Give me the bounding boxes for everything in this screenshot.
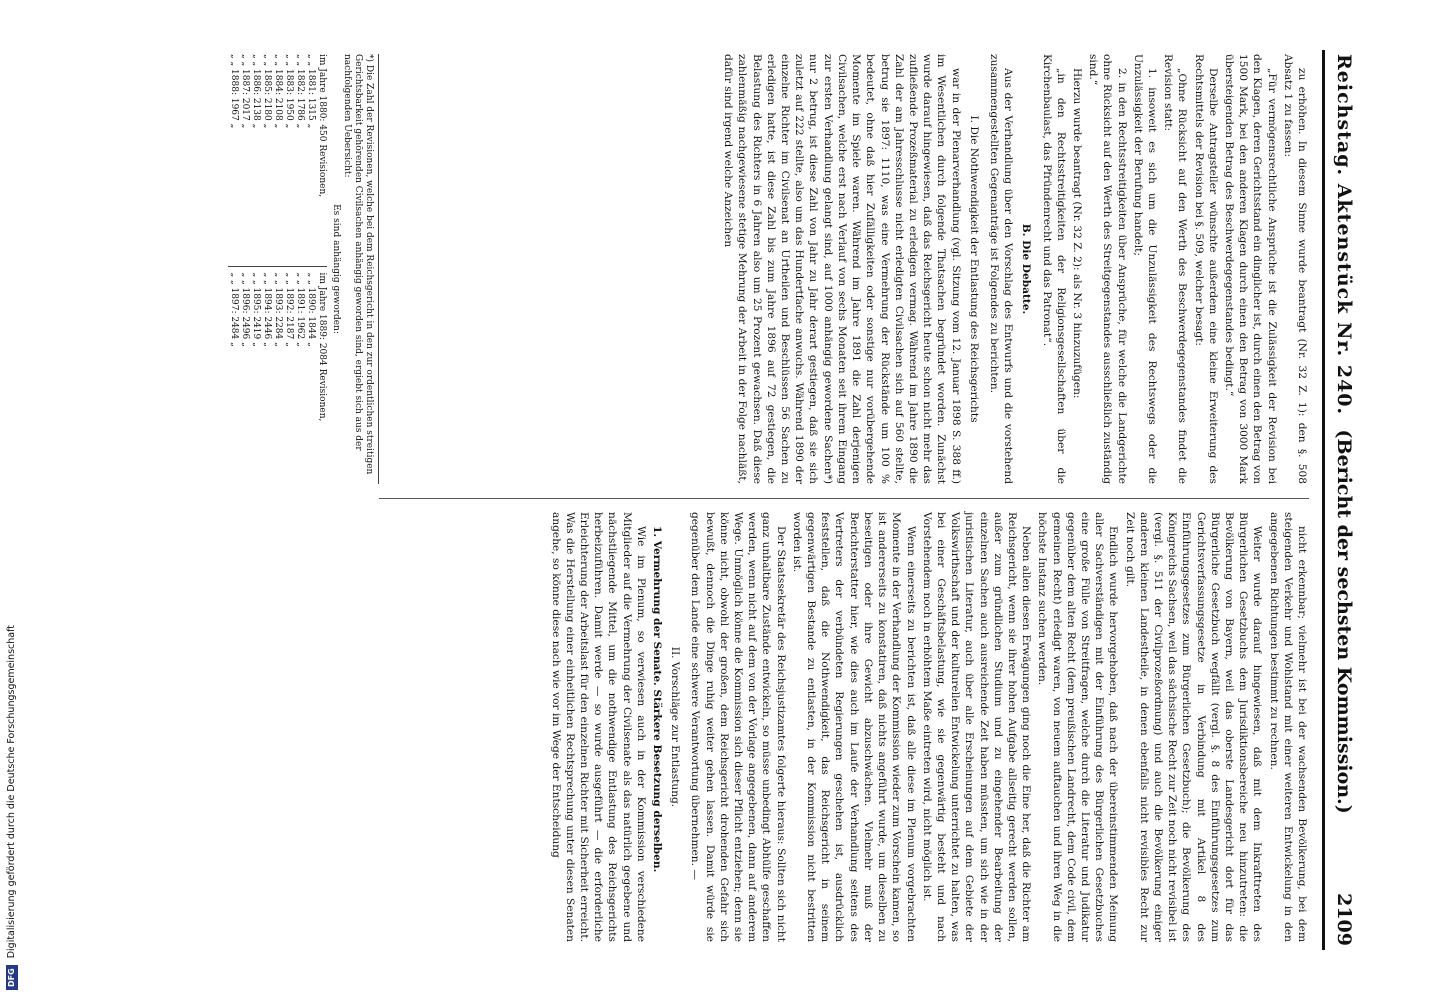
dfg-logo: DFG bbox=[6, 965, 18, 990]
paragraph: 1. insoweit es sich um die Unzulässigkeit des Rechtswegs oder die Unzulässigkeit der Berufung handelt; bbox=[1131, 54, 1158, 484]
stat-row: „ „ 1896: 2496 „ bbox=[240, 272, 250, 347]
footnote bbox=[228, 54, 379, 484]
digitization-sidebar bbox=[0, 0, 24, 1000]
stat-row: „ „ 1892: 2187 „ bbox=[284, 272, 294, 347]
stat-row: „ „ 1887: 2017 „ bbox=[240, 54, 250, 129]
paragraph: Wie im Plenum, so verwiesen auch in der Kommission verschiedene Mitglieder auf die Vermehrung der Civilsenate als das natürlich gegebene und nächstliegende Mittel, um die nothwendige Entlastung des Reichsgerichts herbeizuführen. Damit werde — so wurde ausgeführt — die erforderliche Erleichterung der Arbeitslast für den einzelnen Richter mit Sicherheit erreicht. Was die Herstellung einer einheitlichen Rechtsprechung unter diesen Senaten angehe, so könne diese nach wie vor im Wege der Entscheidung bbox=[549, 512, 647, 942]
stat-row: „ „ 1891: 1962 „ bbox=[295, 272, 305, 347]
paragraph: 2. in den Rechtsstreitigkeiten über Ansprüche, für welche die Landgerichte ohne Rücksicht auf den Werth des Streitgegenstandes ausschließlich zuständig sind.“ bbox=[1087, 54, 1128, 484]
stat-row: „ „ 1894: 2446 „ bbox=[262, 272, 272, 347]
revision-statistics bbox=[228, 54, 327, 484]
paragraph: Derselbe Antragsteller wünschte außerdem eine kleine Erweiterung des Rechtsmittels der Revision bei §. 509, welcher besagt: bbox=[1192, 54, 1219, 484]
paragraph: war in der Plenarverhandlung (vgl. Sitzung vom 12. Januar 1898 S. 388 ff.) im Wesentlichen durch folgende Thatsachen begründet worden. Zunächst wurde darauf hingewiesen, daß das Reichsgericht heute schon nicht mehr das zufließende Prozeßmaterial zu erledigen vermag. Während im Jahre 1890 die Zahl der am Jahresschlusse nicht erledigten Civilsachen sich auf 560 stellte, betrug sie 1897: 1110, was eine Vermehrung der Rückstände um 100 % bedeutet, ohne daß hier Zufälligkeiten oder sonstige nur vorübergehende Momente im Spiele waren. Während im Jahre 1891 die Zahl derjenigen Civilsachen, welche erst nach Verlauf von sechs Monaten seit ihrem Eingang zur ersten Verhandlung gelangt sind, auf 1000 anhängig gewordene Sachen*) nur 2 betrug, ist diese Zahl von Jahr zu Jahr derart gestiegen, daß sie sich zuletzt auf 222 stellte, also um das Hundertfache anwuchs. Während 1890 der einzelne Richter im Civilsenat an Urtheilen und Beschlüssen 56 Sachen zu erledigen hatte, ist diese Zahl bis zum Jahre 1896 auf 72 gestiegen, die Belastung des Richters in 6 Jahren also um 25 Prozent gewachsen. Daß diese zahlenmäßig nachgewiesene stetige Mehrung der Arbeit in der Folge nachläßt, dafür sind irgend welche Anzeichen bbox=[722, 54, 962, 484]
header-title: Reichstag. Aktenstück Nr. 240. bbox=[1333, 54, 1355, 416]
stat-row: „ „ 1888: 1967 „ bbox=[229, 54, 239, 129]
paragraph: nicht erkennbar; vielmehr ist bei der wachsenden Bevölkerung, bei dem steigenden Verkehr und Wohlstand mit einer weiteren Entwickelung in den angegebenen Richtungen bestimmt zu rechnen. bbox=[1267, 512, 1308, 942]
paragraph: Neben allen diesen Erwägungen ging noch die Eine her, daß die Richter am Reichsgericht, wenn sie ihrer hohen Aufgabe allseitig gerecht werden sollen, außer zum gründlichen Studium und zu eingehender Bearbeitung der einzelnen Sachen auch ausreichende Zeit haben müssten, um sich wie in der juristischen Literatur, auch über alle Erscheinungen auf dem Gebiete der Volkswirthschaft und der kulturellen Entwickelung unterrichtet zu halten, was bei einer Geschäftsbelastung, wie sie gegenwärtig besteht und nach Vorstehendem noch in erhöhtem Maße eintreten wird, nicht möglich ist. bbox=[920, 512, 1033, 942]
document-page bbox=[67, 50, 1367, 950]
stat-row: „ „ 1890: 1844 „ bbox=[306, 272, 316, 347]
paragraph: „Für vermögensrechtliche Ansprüche ist die Zulässigkeit der Revision bei den Klagen, deren Gerichtsstand ein dinglicher ist, durch einen den Betrag von 1500 Mark, bei den anderen Klagen durch einen den Betrag von 3000 Mark übersteigenden Betrag des Beschwerdegegenstandes bedingt.“ bbox=[1222, 54, 1278, 484]
paragraph: zu erhöhen. In diesem Sinne wurde beantragt (Nr. 32 Z. 1): den §. 508 Absatz 1 zu fassen: bbox=[1281, 54, 1308, 484]
left-column bbox=[719, 54, 1309, 484]
paragraph: Der Staatssekretär des Reichsjustizamtes folgerte hieraus: Sollten sich nicht ganz unhaltbare Zustände entwickeln, so müsse unbedingt Abhülfe geschaffen werden, wenn nicht auf dem von der Vorlage angegebenen, dann auf anderem Wege. Unmöglich könne die Kommission sich dieser Pflicht entziehen; denn sie könne nicht, obwohl der großen, dem Reichsgericht drohenden Gefahr sich bewußt, dennoch die Dinge ruhig weiter gehen lassen. Damit würde sie gegenüber dem Lande eine schwere Verantwortung übernehmen. — bbox=[689, 512, 787, 942]
section-heading-2: II. Vorschläge zur Entlastung. bbox=[669, 646, 682, 808]
stat-row: „ „ 1895: 2419 „ bbox=[251, 272, 261, 347]
stat-row: „ „ 1885: 2180 „ bbox=[262, 54, 272, 129]
stat-row: „ „ 1882: 1786 „ bbox=[295, 54, 305, 129]
paragraph: Weiter wurde darauf hingewiesen, daß mit dem Inkrafttreten des Bürgerlichen Gesetzbuchs dem Jurisdiktionsbereiche neu hinzutreten: die Bevölkerung von Bayern, weil das oberste Landesgericht dort für das Bürgerliche Gesetzbuch wegfällt (vergl. §. 8 des Einführungsgesetzes zum Gerichtsverfassungsgesetze in Verbindung mit Artikel 8 des Einführungsgesetzes zum Bürgerlichen Gesetzbuch); die Bevölkerung des Königreichs Sachsen, weil das sächsische Recht zur Zeit noch nicht revisibel ist (vergl. §. 511 der Civilprozeßordnung) und auch die Bevölkerung einiger anderen kleinen Landestheile, in denen ebenfalls nicht revisibles Recht zur Zeit noch gilt. bbox=[1123, 512, 1264, 942]
header-right bbox=[1333, 430, 1355, 946]
subsection-heading: 1. Vermehrung der Senate. Stärkere Besetzung derselben. bbox=[651, 526, 664, 873]
paragraph: „Ohne Rücksicht auf den Werth des Beschwerdegegenstandes findet die Revision statt: bbox=[1162, 54, 1189, 484]
dfg-credit: Digitalisierung gefördert durch die Deutsche Forschungsgemeinschaft bbox=[6, 624, 17, 959]
footnote-intro: Es sind anhängig geworden: bbox=[331, 204, 341, 334]
statistics-right bbox=[228, 266, 327, 485]
paragraph: Hierzu wurde beantragt (Nr. 32 Z. 2): als Nr. 3 hinzuzufügen: bbox=[1070, 68, 1083, 399]
paragraph: „in den Rechtsstreitigkeiten der Religionsgesellschaften über die Kirchenbaulast, das Pfründenrecht und das Patronat“. bbox=[1040, 54, 1067, 484]
stat-row: „ „ 1883: 1950 „ bbox=[284, 54, 294, 129]
column-divider bbox=[379, 498, 1309, 499]
stat-row: „ „ 1881: 1315 „ bbox=[306, 54, 316, 129]
right-column bbox=[546, 512, 1309, 942]
statistics-left bbox=[228, 54, 327, 266]
stat-row: „ „ 1893: 2284 „ bbox=[273, 272, 283, 347]
footnote-text: *) Die Zahl der Revisionen, welche bei dem Reichsgericht in den zur ordentlichen streitigen Gerichtsbarkeit gehörenden Civilsachen anhängig geworden sind, ergiebt sich aus der nachfolgenden Uebersicht: bbox=[342, 54, 374, 475]
stat-row: „ „ 1897: 2484 „ bbox=[229, 272, 239, 347]
running-header bbox=[1322, 50, 1367, 950]
paragraph: Aus der Verhandlung über den Vorschlag des Entwurfs und die vorstehend zusammengestellten Gegenanträge ist Folgendes zu berichten. bbox=[987, 54, 1015, 484]
sidebar-text bbox=[0, 10, 24, 990]
paragraph: Wenn einerseits zu berichten ist, daß alle diese im Plenum vorgebrachten Momente in der Verhandlung der Kommission wieder zum Vorschein kamen, so ist andererseits zu konstatiren, daß nichts angeführt wurde, um dieselben zu beseitigen oder ihre Gewicht abzuschwächen. Vielmehr muß der Berichterstatter hier, wie dies auch im Laufe der Verhandlung seitens des Vertreters der verbündeten Regierungen geschehen ist, ausdrücklich feststellen, daß die Nothwendigkeit, das Reichsgericht in seinem gegenwärtigen Bestande zu entlasten, in der Kommission nicht bestritten worden ist. bbox=[790, 512, 917, 942]
page-number: 2109 bbox=[1333, 893, 1355, 946]
header-commission: (Bericht der sechsten Kommission.) bbox=[1333, 429, 1355, 814]
section-heading-1: I. Die Nothwendigkeit der Entlastung des Reichsgerichts bbox=[967, 115, 980, 423]
paragraph: Endlich wurde hervorgehoben, daß nach der übereinstimmenden Meinung aller Sachverständigen mit der Einführung des Bürgerlichen Gesetzbuches eine große Fülle von Streitfragen, welche durch die Literatur und Judikatur gegenüber dem alten Recht (dem preußischen Landrecht, dem Code civil, dem gemeinen Recht) erledigt waren, von neuem auftauchen und ihren Weg in die höchste Instanz suchen werden. bbox=[1036, 512, 1120, 942]
stat-row: im Jahre 1880: 450 Revisionen, bbox=[317, 54, 327, 198]
stat-row: „ „ 1886: 2138 „ bbox=[251, 54, 261, 129]
stat-row: im Jahre 1889: 2084 Revisionen, bbox=[317, 272, 327, 422]
stat-row: „ „ 1884: 2108 „ bbox=[273, 54, 283, 129]
section-heading-b: B. Die Debatte. bbox=[1020, 223, 1033, 315]
